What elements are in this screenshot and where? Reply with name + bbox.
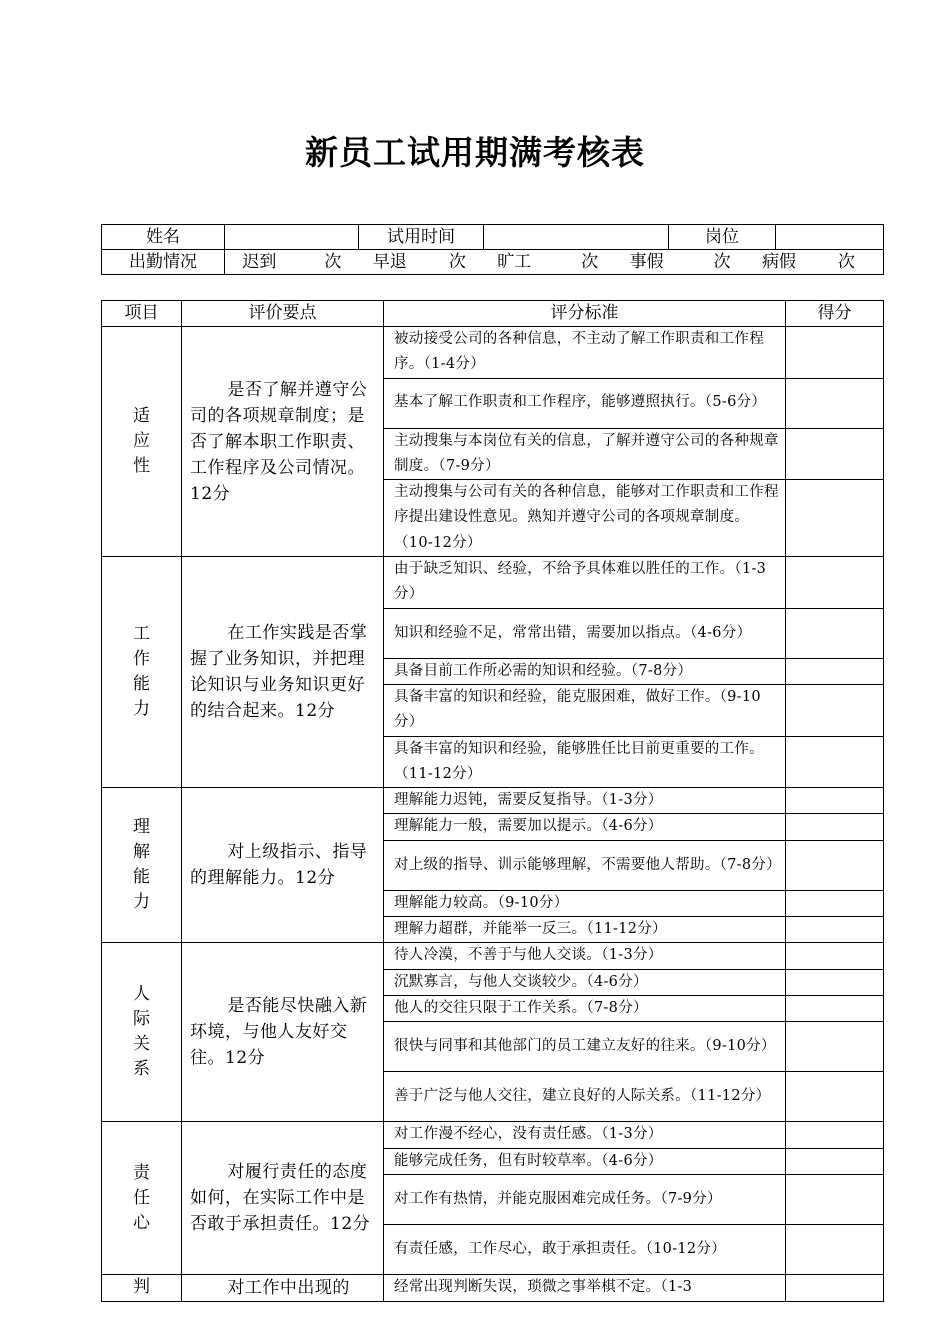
score-input-cell[interactable] xyxy=(786,1148,884,1174)
scoring-standard: 基本了解工作职责和工作程序，能够遵照执行。（5-6分） xyxy=(384,378,786,428)
trial-period-field[interactable] xyxy=(484,225,669,250)
score-input-cell[interactable] xyxy=(786,840,884,890)
key-point-cell xyxy=(182,1122,384,1275)
scoring-standard: 理解能力较高。（9-10分） xyxy=(384,890,786,916)
score-input-cell[interactable] xyxy=(786,684,884,736)
score-input-cell[interactable] xyxy=(786,890,884,916)
category-cell xyxy=(102,1274,182,1301)
score-input-cell[interactable] xyxy=(786,814,884,840)
key-point-cell xyxy=(182,943,384,1122)
score-input-cell[interactable] xyxy=(786,428,884,480)
score-input-cell[interactable] xyxy=(786,1022,884,1072)
criteria-row xyxy=(102,327,884,379)
key-point-text: 对上级指示、指导的理解能力。12分 xyxy=(190,842,368,889)
score-input-cell[interactable] xyxy=(786,658,884,684)
score-input-cell[interactable] xyxy=(786,557,884,609)
scoring-standard: 很快与同事和其他部门的员工建立友好的往来。（9-10分） xyxy=(384,1022,786,1072)
key-point-text: 对履行责任的态度如何，在实际工作中是否敢于承担责任。12分 xyxy=(190,1162,371,1235)
scoring-standard: 能够完成任务，但有时较草率。（4-6分） xyxy=(384,1148,786,1174)
key-point-text: 是否了解并遵守公司的各项规章制度；是否了解本职工作职责、工作程序及公司情况。12分 xyxy=(190,379,368,504)
score-input-cell[interactable] xyxy=(786,1072,884,1122)
scoring-standard: 理解力超群，并能举一反三。（11-12分） xyxy=(384,917,786,943)
key-point-cell xyxy=(182,788,384,943)
scoring-standard: 理解能力一般，需要加以提示。（4-6分） xyxy=(384,814,786,840)
late-unit: 次 xyxy=(324,252,342,272)
name-field[interactable] xyxy=(225,225,359,250)
scoring-standard: 具备丰富的知识和经验，能够胜任比目前更重要的工作。（11-12分） xyxy=(384,736,786,788)
key-point-text: 在工作实践是否掌握了业务知识，并把理论知识与业务知识更好的结合起来。12分 xyxy=(190,623,368,722)
criteria-row xyxy=(102,1122,884,1148)
score-input-cell[interactable] xyxy=(786,378,884,428)
late-label: 迟到 xyxy=(242,252,277,272)
scoring-standard: 沉默寡言，与他人交谈较少。（4-6分） xyxy=(384,969,786,995)
score-input-cell[interactable] xyxy=(786,608,884,658)
category-cell xyxy=(102,788,182,943)
criteria-row xyxy=(102,557,884,609)
scoring-standard: 善于广泛与他人交往，建立良好的人际关系。（11-12分） xyxy=(384,1072,786,1122)
position-field[interactable] xyxy=(776,225,884,250)
attendance-label: 出勤情况 xyxy=(102,250,225,275)
scoring-standard: 主动搜集与公司有关的各种信息，能够对工作职责和工作程序提出建设性意见。熟知并遵守公司的各项规章制度。（10-12分） xyxy=(384,480,786,557)
scoring-standard: 有责任感，工作尽心，敢于承担责任。（10-12分） xyxy=(384,1224,786,1274)
criteria-row xyxy=(102,943,884,969)
key-point-text: 对工作中出现的 xyxy=(227,1277,350,1298)
category-cell xyxy=(102,557,182,788)
scoring-standard: 具备目前工作所必需的知识和经验。（7-8分） xyxy=(384,658,786,684)
category-cell xyxy=(102,1122,182,1275)
form-title: 新员工试用期满考核表 xyxy=(305,133,645,172)
category-label: 工作能力 xyxy=(133,624,150,720)
info-table xyxy=(101,224,884,275)
category-label: 判 xyxy=(133,1276,150,1297)
score-input-cell[interactable] xyxy=(786,736,884,788)
scoring-standard: 经常出现判断失误，琐微之事举棋不定。（1-3 xyxy=(384,1274,786,1301)
scoring-standard: 对上级的指导、训示能够理解，不需要他人帮助。（7-8分） xyxy=(384,840,786,890)
col-key-header: 评价要点 xyxy=(182,301,384,327)
scoring-standard: 主动搜集与本岗位有关的信息，了解并遵守公司的各种规章制度。（7-9分） xyxy=(384,428,786,480)
score-input-cell[interactable] xyxy=(786,327,884,379)
scoring-standard: 待人冷漠，不善于与他人交谈。（1-3分） xyxy=(384,943,786,969)
scoring-standard: 被动接受公司的各种信息，不主动了解工作职责和工作程序。（1-4分） xyxy=(384,327,786,379)
name-label: 姓名 xyxy=(102,225,225,250)
col-score-header: 得分 xyxy=(786,301,884,327)
score-input-cell[interactable] xyxy=(786,943,884,969)
category-label: 人际关系 xyxy=(133,984,150,1080)
col-item-header: 项目 xyxy=(102,301,182,327)
scoring-standard: 知识和经验不足，常常出错，需要加以指点。（4-6分） xyxy=(384,608,786,658)
leave-early-unit: 次 xyxy=(448,252,466,272)
key-point-cell xyxy=(182,1274,384,1301)
category-cell xyxy=(102,327,182,557)
score-input-cell[interactable] xyxy=(786,1274,884,1301)
evaluation-table xyxy=(101,300,884,1302)
score-input-cell[interactable] xyxy=(786,480,884,557)
category-cell xyxy=(102,943,182,1122)
position-label: 岗位 xyxy=(669,225,776,250)
personal-leave-unit: 次 xyxy=(713,252,731,272)
attendance-row xyxy=(225,250,884,275)
score-input-cell[interactable] xyxy=(786,1174,884,1224)
scoring-standard: 他人的交往只限于工作关系。（7-8分） xyxy=(384,995,786,1021)
key-point-cell xyxy=(182,327,384,557)
category-label: 理解能力 xyxy=(133,817,150,913)
absence-unit: 次 xyxy=(581,252,599,272)
scoring-standard: 对工作有热情，并能克服困难完成任务。（7-9分） xyxy=(384,1174,786,1224)
key-point-text: 是否能尽快融入新环境，与他人友好交往。12分 xyxy=(190,996,368,1069)
score-input-cell[interactable] xyxy=(786,1122,884,1148)
key-point-cell xyxy=(182,557,384,788)
scoring-standard: 由于缺乏知识、经验，不给予具体难以胜任的工作。（1-3分） xyxy=(384,557,786,609)
criteria-row xyxy=(102,1274,884,1301)
sick-leave-label: 病假 xyxy=(762,252,797,272)
sick-leave-unit: 次 xyxy=(838,252,856,272)
score-input-cell[interactable] xyxy=(786,969,884,995)
score-input-cell[interactable] xyxy=(786,917,884,943)
category-label: 责任心 xyxy=(133,1162,150,1233)
scoring-standard: 理解能力迟钝，需要反复指导。（1-3分） xyxy=(384,788,786,814)
scoring-standard: 具备丰富的知识和经验，能克服困难，做好工作。（9-10分） xyxy=(384,684,786,736)
score-input-cell[interactable] xyxy=(786,788,884,814)
scoring-standard: 对工作漫不经心，没有责任感。（1-3分） xyxy=(384,1122,786,1148)
trial-period-label: 试用时间 xyxy=(359,225,484,250)
score-input-cell[interactable] xyxy=(786,1224,884,1274)
category-label: 适应性 xyxy=(133,406,150,477)
leave-early-label: 早退 xyxy=(372,252,407,272)
personal-leave-label: 事假 xyxy=(629,252,664,272)
criteria-row xyxy=(102,788,884,814)
col-standard-header: 评分标准 xyxy=(384,301,786,327)
absence-label: 旷工 xyxy=(497,252,532,272)
score-input-cell[interactable] xyxy=(786,995,884,1021)
